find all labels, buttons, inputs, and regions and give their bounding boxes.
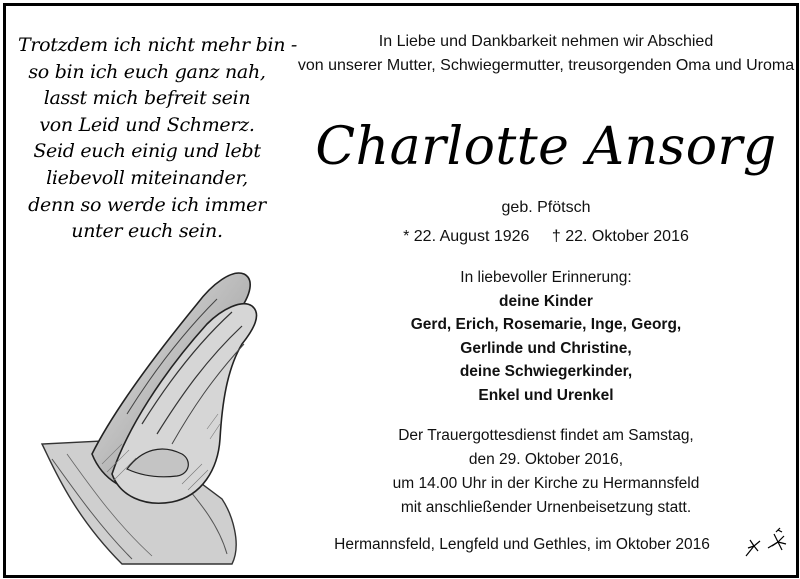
death-date: † 22. Oktober 2016 [551, 228, 689, 245]
praying-hands-image [32, 264, 282, 569]
mourner-line: deine Schwiegerkinder, [459, 363, 633, 380]
mourner-line: Gerd, Erich, Rosemarie, Inge, Georg, [410, 316, 682, 333]
service-line: um 14.00 Uhr in der Kirche zu Hermannsfeld [392, 475, 700, 492]
poem-line: Seid euch einig und lebt [33, 140, 261, 163]
intro-line: von unserer Mutter, Schwiegermutter, treusorgenden Oma und Uroma [297, 57, 795, 74]
poem [18, 32, 298, 245]
dandelion-seeds-ornament [738, 526, 790, 562]
service-line: Der Trauergottesdienst findet am Samstag, [398, 427, 694, 444]
life-dates [286, 228, 800, 246]
mourners [286, 266, 800, 407]
intro-line: In Liebe und Dankbarkeit nehmen wir Abschied [378, 33, 714, 50]
poem-line: unter euch sein. [71, 220, 223, 243]
birth-date: * 22. August 1926 [403, 228, 530, 245]
mourner-line: Enkel und Urenkel [478, 386, 614, 404]
mourner-line: Gerlinde und Christine, [460, 339, 632, 357]
poem-line: von Leid und Schmerz. [39, 113, 255, 136]
deceased-name: Charlotte Ansorg [315, 117, 777, 177]
poem-line: Trotzdem ich nicht mehr bin - [18, 34, 298, 56]
poem-line: denn so werde ich immer [28, 193, 266, 216]
poem-line: liebevoll miteinander, [46, 166, 248, 189]
service-line: den 29. Oktober 2016, [468, 451, 624, 468]
poem-line: so bin ich euch ganz nah, [28, 60, 266, 83]
birth-name: geb. Pfötsch [501, 199, 591, 216]
memory-heading: In liebevoller Erinnerung: [460, 269, 632, 286]
obituary-notice [3, 3, 799, 578]
service-line: mit anschließender Urnenbeisetzung statt. [400, 499, 692, 516]
poem-line: lasst mich befreit sein [43, 87, 251, 110]
farewell-intro [286, 30, 800, 78]
service-info [286, 424, 800, 520]
place-and-date: Hermannsfeld, Lengfeld und Gethles, im Oktober 2016 [334, 536, 710, 553]
mourner-line: deine Kinder [499, 292, 593, 310]
